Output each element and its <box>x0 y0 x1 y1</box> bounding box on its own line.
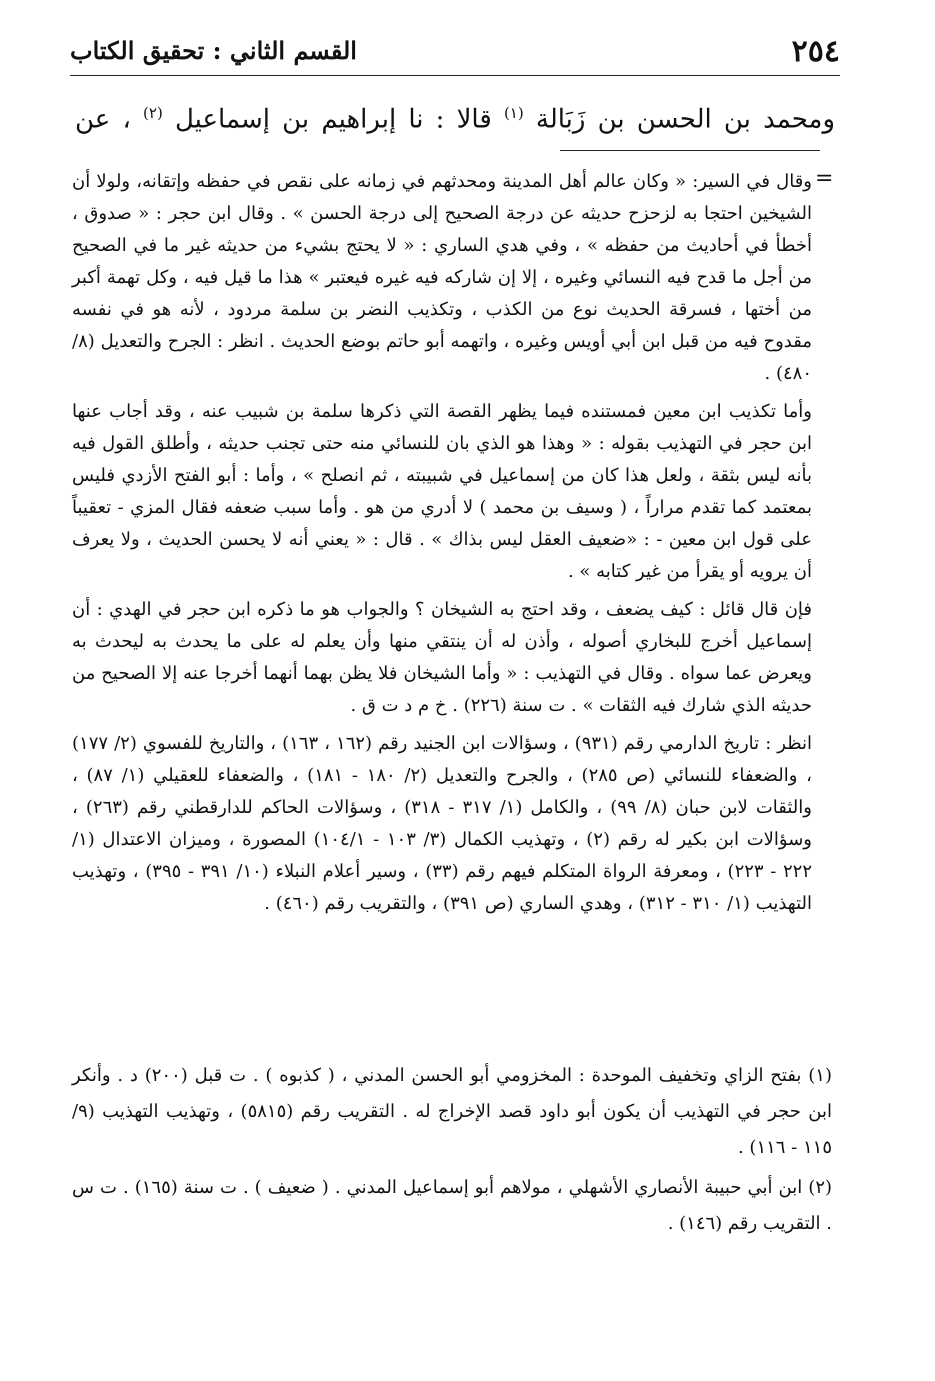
header-rule <box>70 75 840 76</box>
footnote-1 <box>72 1058 832 1166</box>
note-paragraph: فإن قال قائل : كيف يضعف ، وقد احتج به الشيخان ؟ والجواب هو ما ذكره ابن حجر في الهدي : أن إسماعيل أخرج للبخاري أصوله ، وأذن له أن ينتقي منها وأن يعلم له على ما يحدث به ليحدث به ويعرض عما سواه . وقال في التهذيب : « وأما الشيخان فلا يظن بهما أنهما أخرجا عنه إلا الصحيح من حديثه الذي شارك فيه الثقات » . ت سنة (٢٢٦) . خ م د ت ق . <box>72 599 812 716</box>
note-paragraph: وقال في السير: « وكان عالم أهل المدينة ومحدثهم في زمانه على نقص في حفظه وإتقانه، ولولا أن الشيخين احتجا به لزحزح حديثه عن درجة الصحيح إلى درجة الحسن » . وقال ابن حجر : « صدوق ، أخطأ في أحاديث من حفظه » ، وفي هدي الساري : « لا يحتج بشيء من حديثه غير ما في الصحيح من أجل ما قدح فيه النسائي وغيره ، إلا إن شاركه فيه غيره فيعتبر » هذا ما قيل فيه ، وكل تهمة أكبر من أختها ، فسرقة الحديث نوع من الكذب ، وتكذيب النضر بن سلمة مردود ، لأنه هو في نفسه مقدوح فيه من قبل ابن أبي أويس وغيره ، واتهمه أبو حاتم بوضع الحديث . انظر : الجرح والتعديل (٨/ ٤٨٠) . <box>72 171 812 384</box>
main-text-line <box>75 92 835 141</box>
notes-separator-rule <box>560 150 820 151</box>
footnote-ref-2: (٢) <box>143 104 163 122</box>
footnote-2 <box>72 1170 832 1242</box>
running-title: القسم الثاني : تحقيق الكتاب <box>70 36 357 65</box>
continued-footnote <box>72 166 812 926</box>
footnote-text: ابن أبي حبيبة الأنصاري الأشهلي ، مولاهم أبو إسماعيل المدني . ( ضعيف ) . ت سنة (١٦٥) . ت س . التقريب رقم (١٤٦) . <box>72 1177 832 1234</box>
footnote-ref-1: (١) <box>503 104 524 122</box>
note-paragraph: انظر : تاريخ الدارمي رقم (٩٣١) ، وسؤالات ابن الجنيد رقم (١٦٢ ، ١٦٣) ، والتاريخ للفسوي (٢/ ١٧٧) ، والضعفاء للنسائي (ص ٢٨٥) ، والجرح والتعديل (٢/ ١٨٠ - ١٨١) ، والضعفاء للعقيلي (١/ ٨٧) ، والثقات لابن حبان (٨/ ٩٩) ، والكامل (١/ ٣١٧ - ٣١٨) ، وسؤالات الحاكم للدارقطني رقم (٢٦٣) ، وسؤالات ابن بكير له رقم (٢) ، وتهذيب الكمال (٣/ ١٠٣ - ١٠٤/١) المصورة ، وميزان الاعتدال (١/ ٢٢٢ - ٢٢٣) ، ومعرفة الرواة المتكلم فيهم رقم (٣٣) ، وسير أعلام النبلاء (١٠/ ٣٩١ - ٣٩٥) ، وتهذيب التهذيب (١/ ٣١٠ - ٣١٢) ، وهدي الساري (ص ٣٩١) ، والتقريب رقم (٤٦٠) . <box>72 733 813 914</box>
main-text-part: ، عن <box>75 104 144 135</box>
note-paragraph: وأما تكذيب ابن معين فمستنده فيما يظهر القصة التي ذكرها سلمة بن شبيب عنه ، وقد أجاب عنها ابن حجر في التهذيب بقوله : « وهذا هو الذي بان للنسائي منه حتى تجنب حديثه ، وأطلق القول فيه بأنه ليس بثقة ، ولعل هذا كان من إسماعيل في شبيبته ، ثم انصلح » ، وأما : أبو الفتح الأزدي فليس بمعتمد كما تقدم مراراً ، ( وسيف بن محمد ) لا أدري من هو . وأما سبب ضعفه فقال المزي - تعقيباً على قول ابن معين - : «ضعيف العقل ليس بذاك » . قال : « يعني أنه لا يحسن الحديث ، ولا يعرف أن يرويه أو يقرأ من غير كتابه » . <box>72 401 812 582</box>
footnote-marker: (١) <box>808 1065 832 1086</box>
main-text-part: ومحمد بن الحسن بن زَبَالة <box>535 104 836 135</box>
footnote-marker: (٢) <box>808 1177 833 1198</box>
main-text-part: قالا : نا إبراهيم بن إسماعيل <box>174 104 504 135</box>
page-number: ٢٥٤ <box>791 34 840 69</box>
continuation-mark: = <box>815 166 834 191</box>
page-header <box>70 28 840 74</box>
footnote-text: بفتح الزاي وتخفيف الموحدة : المخزومي أبو الحسن المدني ، ( كذبوه ) . ت قبل (٢٠٠) د . وأنكر ابن حجر في التهذيب أن يكون أبو داود قصد الإخراج له . التقريب رقم (٥٨١٥) ، وتهذيب التهذيب (٩/ ١١٥ - ١١٦) . <box>72 1065 832 1158</box>
